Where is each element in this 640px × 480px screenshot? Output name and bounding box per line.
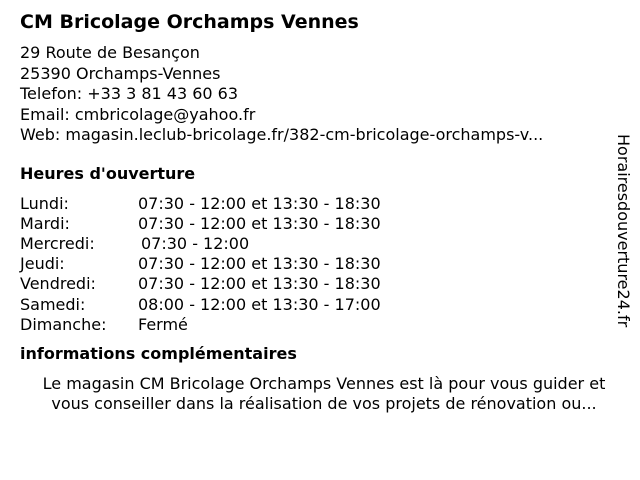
day-label: Mercredi: — [20, 233, 95, 253]
address-line-1: 29 Route de Besançon — [20, 43, 200, 62]
hours-row-dimanche — [20, 315, 620, 335]
day-hours: Fermé — [138, 314, 188, 334]
hours-row-mercredi — [20, 234, 620, 254]
hours-table — [20, 194, 620, 335]
day-label: Vendredi: — [20, 274, 96, 294]
email-line: Email: cmbricolage@yahoo.fr — [20, 104, 256, 124]
info-line-1: Le magasin CM Bricolage Orchamps Vennes est là pour vous guider et — [42, 373, 606, 393]
phone-line: Telefon: +33 3 81 43 60 63 — [20, 84, 239, 103]
site-watermark: Horairesdouverture24.fr — [614, 134, 633, 328]
day-hours: 08:00 - 12:00 et 13:30 - 17:00 — [138, 294, 381, 314]
day-hours: 07:30 - 12:00 et 13:30 - 18:30 — [138, 193, 381, 213]
store-card — [20, 10, 620, 415]
day-label: Dimanche: — [20, 314, 107, 334]
hours-row-jeudi — [20, 254, 620, 274]
day-label: Jeudi: — [20, 254, 65, 274]
info-description — [18, 374, 630, 415]
day-hours: 07:30 - 12:00 — [141, 233, 250, 253]
hours-row-vendredi — [20, 274, 620, 294]
info-title: informations complémentaires — [20, 343, 297, 363]
hours-row-mardi — [20, 214, 620, 234]
day-hours: 07:30 - 12:00 et 13:30 - 18:30 — [138, 254, 381, 274]
day-hours: 07:30 - 12:00 et 13:30 - 18:30 — [138, 213, 381, 233]
hours-title: Heures d'ouverture — [20, 163, 196, 183]
hours-row-samedi — [20, 295, 620, 315]
day-label: Mardi: — [20, 213, 70, 233]
store-contact — [20, 43, 620, 146]
day-label: Samedi: — [20, 294, 86, 314]
store-name: CM Bricolage Orchamps Vennes — [20, 11, 359, 33]
address-line-2: 25390 Orchamps-Vennes — [20, 63, 221, 83]
day-hours: 07:30 - 12:00 et 13:30 - 18:30 — [138, 274, 381, 294]
day-label: Lundi: — [20, 193, 69, 213]
web-line: Web: magasin.leclub-bricolage.fr/382-cm-bricolage-orchamps-v... — [20, 125, 544, 144]
hours-row-lundi — [20, 194, 620, 214]
info-line-2: vous conseiller dans la réalisation de vos projets de rénovation ou... — [51, 394, 597, 414]
